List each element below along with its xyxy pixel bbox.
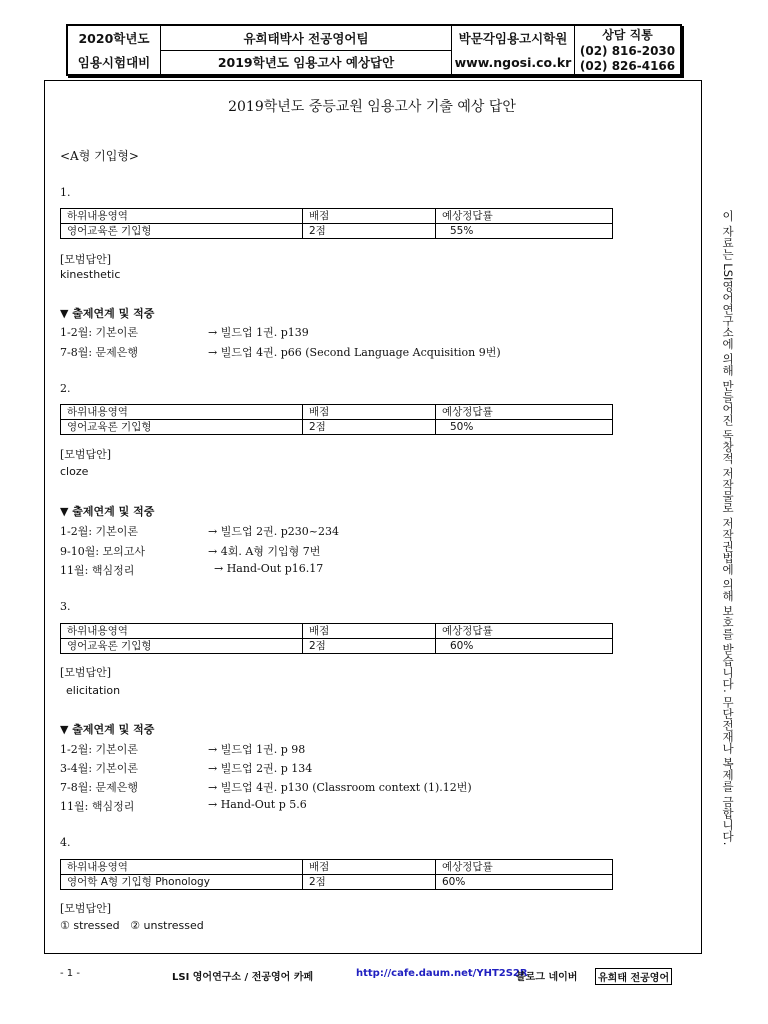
question-2-ref-2-source: → 4회. A형 기입형 7번 bbox=[208, 545, 321, 558]
question-4-area: 영어학 A형 기입형 Phonology bbox=[61, 875, 303, 890]
header-title-cell bbox=[161, 26, 452, 74]
table-header-row bbox=[61, 860, 613, 875]
question-3-connection-heading: ▼ 출제연계 및 적중 bbox=[60, 723, 155, 736]
header-year-cell bbox=[68, 26, 161, 74]
question-2-ref-3-source: → Hand-Out p16.17 bbox=[214, 562, 324, 575]
question-3-ref-4-source: → Hand-Out p 5.6 bbox=[208, 798, 307, 811]
question-1-ref-1-source: → 빌드업 1권. p139 bbox=[208, 326, 309, 339]
question-2-score: 2점 bbox=[303, 420, 436, 435]
table-header-score: 배점 bbox=[303, 405, 436, 420]
header-subtitle: 2019학년도 임용고사 예상답안 bbox=[217, 55, 395, 71]
question-4-number: 4. bbox=[60, 836, 71, 849]
table-header-rate: 예상정답률 bbox=[436, 624, 613, 639]
question-1-answer-label: [모범답안] bbox=[60, 253, 112, 266]
question-1-rate: 55% bbox=[436, 224, 613, 239]
table-header-row bbox=[61, 405, 613, 420]
question-1-info-table bbox=[60, 208, 613, 239]
question-1-number: 1. bbox=[60, 186, 71, 199]
question-3-info-table bbox=[60, 623, 613, 654]
header-website: www.ngosi.co.kr bbox=[454, 54, 572, 70]
page-number: - 1 - bbox=[60, 968, 80, 979]
footer-org: LSI 영어연구소 / 전공영어 카페 bbox=[172, 972, 314, 983]
question-4-rate: 60% bbox=[436, 875, 613, 890]
table-header-rate: 예상정답률 bbox=[436, 860, 613, 875]
question-4-answer: ① stressed ② unstressed bbox=[60, 919, 204, 932]
header-contact-cell bbox=[575, 26, 680, 74]
question-3-ref-4-month: 11월: 핵심정리 bbox=[60, 800, 135, 813]
question-3-ref-1-month: 1-2월: 기본이론 bbox=[60, 743, 139, 756]
question-2-area: 영어교육론 기입형 bbox=[61, 420, 303, 435]
header-exam-prep: 임용시험대비 bbox=[77, 55, 151, 70]
question-2-info-table bbox=[60, 404, 613, 435]
table-header-score: 배점 bbox=[303, 209, 436, 224]
question-1-ref-2-source: → 빌드업 4권. p66 (Second Language Acquisition 9번) bbox=[208, 346, 501, 359]
question-3-ref-2-source: → 빌드업 2권. p 134 bbox=[208, 762, 313, 775]
question-3-ref-1-source: → 빌드업 1권. p 98 bbox=[208, 743, 306, 756]
question-4-score: 2점 bbox=[303, 875, 436, 890]
table-header-area: 하위내용영역 bbox=[61, 209, 303, 224]
footer-cafe-link[interactable]: http://cafe.daum.net/YHT2S2R bbox=[356, 968, 528, 979]
question-2-ref-1-month: 1-2월: 기본이론 bbox=[60, 525, 139, 538]
table-header-area: 하위내용영역 bbox=[61, 405, 303, 420]
question-2-connection-heading: ▼ 출제연계 및 적중 bbox=[60, 505, 155, 518]
question-3-ref-3-source: → 빌드업 4권. p130 (Classroom context (1).12번) bbox=[208, 781, 472, 794]
header-year: 2020학년도 bbox=[78, 31, 150, 46]
copyright-notice: 이 자료는 LSI영어연구소에 의해 만들어진 독창적 저작물로 저작권법에 의해 보호를 받습니다. 무단전재나 복제를 금합니다. bbox=[721, 210, 735, 846]
document-header bbox=[66, 24, 682, 76]
table-header-row bbox=[61, 624, 613, 639]
question-1-ref-2-month: 7-8월: 문제은행 bbox=[60, 346, 139, 359]
table-header-score: 배점 bbox=[303, 624, 436, 639]
footer-blog-label: 블로그 네이버 bbox=[516, 972, 578, 983]
question-2-ref-3-month: 11월: 핵심정리 bbox=[60, 564, 135, 577]
header-phone-2: (02) 826-4166 bbox=[579, 59, 676, 74]
question-1-score: 2점 bbox=[303, 224, 436, 239]
table-row bbox=[61, 639, 613, 654]
header-academy: 박문각임용고시학원 bbox=[458, 31, 568, 46]
question-2-rate: 50% bbox=[436, 420, 613, 435]
question-3-number: 3. bbox=[60, 600, 71, 613]
footer-blog-name[interactable]: 유희태 전공영어 bbox=[595, 968, 672, 985]
page-title: 2019학년도 중등교원 임용고사 기출 예상 답안 bbox=[228, 99, 516, 115]
table-header-area: 하위내용영역 bbox=[61, 860, 303, 875]
question-3-score: 2점 bbox=[303, 639, 436, 654]
question-2-ref-2-month: 9-10월: 모의고사 bbox=[60, 545, 146, 558]
table-header-rate: 예상정답률 bbox=[436, 405, 613, 420]
question-3-area: 영어교육론 기입형 bbox=[61, 639, 303, 654]
header-phone-1: (02) 816-2030 bbox=[579, 43, 676, 58]
question-2-answer: cloze bbox=[60, 465, 89, 478]
table-header-score: 배점 bbox=[303, 860, 436, 875]
header-contact-title: 상담 직통 bbox=[602, 28, 653, 42]
section-title: <A형 기입형> bbox=[60, 149, 139, 163]
question-3-answer-label: [모범답안] bbox=[60, 666, 112, 679]
table-row bbox=[61, 224, 613, 239]
question-3-ref-3-month: 7-8월: 문제은행 bbox=[60, 781, 139, 794]
table-header-area: 하위내용영역 bbox=[61, 624, 303, 639]
question-1-ref-1-month: 1-2월: 기본이론 bbox=[60, 326, 139, 339]
question-3-answer: elicitation bbox=[66, 684, 121, 697]
question-1-connection-heading: ▼ 출제연계 및 적중 bbox=[60, 307, 155, 320]
table-row bbox=[61, 875, 613, 890]
table-row bbox=[61, 420, 613, 435]
question-4-answer-label: [모범답안] bbox=[60, 902, 112, 915]
page-footer bbox=[60, 968, 700, 988]
question-3-rate: 60% bbox=[436, 639, 613, 654]
question-3-ref-2-month: 3-4월: 기본이론 bbox=[60, 762, 139, 775]
question-2-answer-label: [모범답안] bbox=[60, 448, 112, 461]
table-header-rate: 예상정답률 bbox=[436, 209, 613, 224]
question-2-ref-1-source: → 빌드업 2권. p230~234 bbox=[208, 525, 339, 538]
table-header-row bbox=[61, 209, 613, 224]
question-1-answer: kinesthetic bbox=[60, 268, 121, 281]
header-author: 유희태박사 전공영어팀 bbox=[161, 26, 451, 51]
question-1-area: 영어교육론 기입형 bbox=[61, 224, 303, 239]
question-4-info-table bbox=[60, 859, 613, 890]
header-academy-cell bbox=[452, 26, 575, 74]
question-2-number: 2. bbox=[60, 382, 71, 395]
